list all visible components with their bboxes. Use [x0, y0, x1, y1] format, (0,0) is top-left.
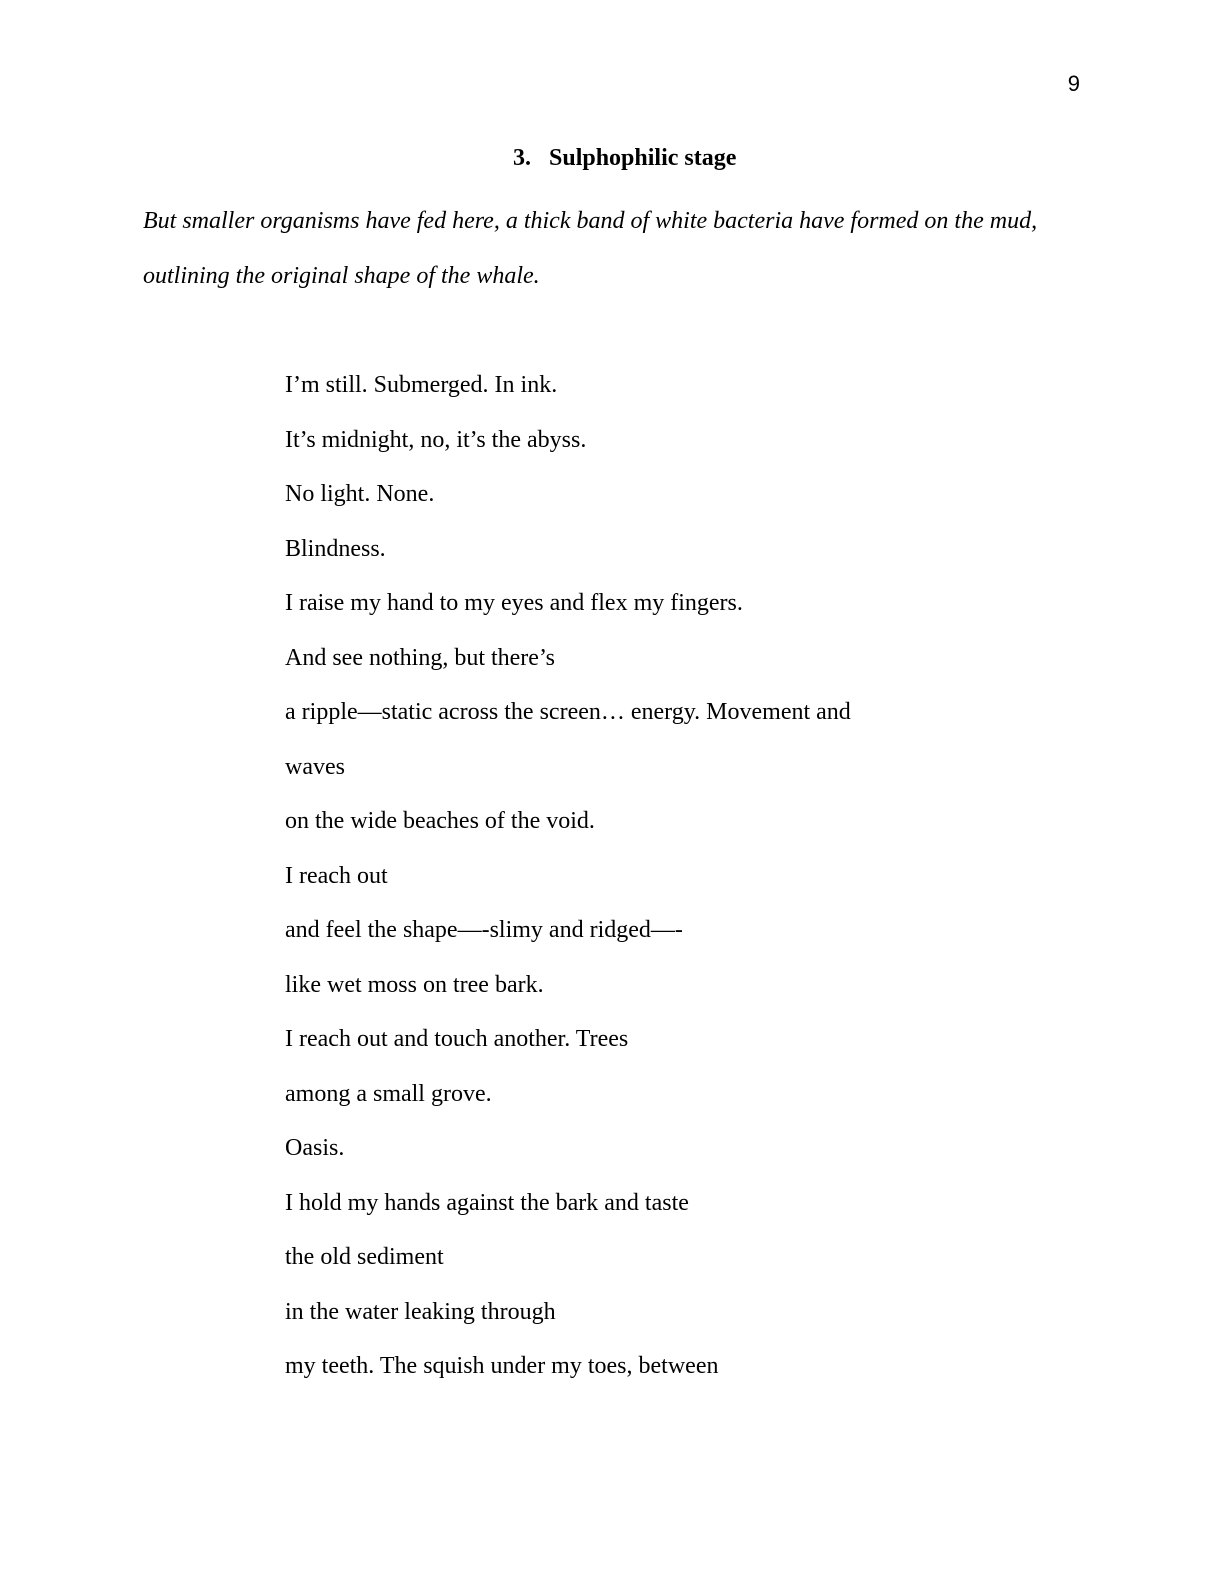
section-title: Sulphophilic stage — [549, 145, 737, 171]
poem-line: Blindness. — [285, 535, 386, 562]
poem-line: in the water leaking through — [285, 1298, 556, 1325]
poem-line: I raise my hand to my eyes and flex my fingers. — [285, 590, 743, 616]
poem-line: and feel the shape—-slimy and ridged—- — [285, 917, 683, 943]
epigraph-line: outlining the original shape of the whale. — [143, 262, 540, 289]
page-number: 9 — [1067, 71, 1080, 96]
poem-line: the old sediment — [285, 1244, 444, 1270]
poem-line: It’s midnight, no, it’s the abyss. — [285, 426, 587, 453]
poem-line: No light. None. — [285, 481, 435, 507]
section-number: 3. — [513, 145, 531, 171]
poem-line: Oasis. — [285, 1135, 345, 1161]
poem-line: I reach out and touch another. Trees — [285, 1026, 629, 1052]
poem-line: among a small grove. — [285, 1080, 492, 1107]
poem-line: a ripple—static across the screen… energy. Movement and — [285, 699, 851, 725]
epigraph-line: But smaller organisms have fed here, a thick band of white bacteria have formed on the mud, — [143, 208, 1038, 234]
poem-line: waves — [285, 753, 345, 780]
poem-line: I reach out — [285, 862, 388, 889]
section-heading — [513, 143, 736, 173]
poem-line: And see nothing, but there’s — [285, 644, 555, 671]
poem-line: on the wide beaches of the void. — [285, 808, 595, 834]
poem-line: I hold my hands against the bark and taste — [285, 1189, 689, 1216]
poem-line: my teeth. The squish under my toes, between — [285, 1353, 719, 1379]
epigraph — [143, 194, 1083, 303]
poem-line: I’m still. Submerged. In ink. — [285, 372, 558, 398]
poem-line: like wet moss on tree bark. — [285, 971, 544, 998]
poem — [285, 358, 1085, 1394]
